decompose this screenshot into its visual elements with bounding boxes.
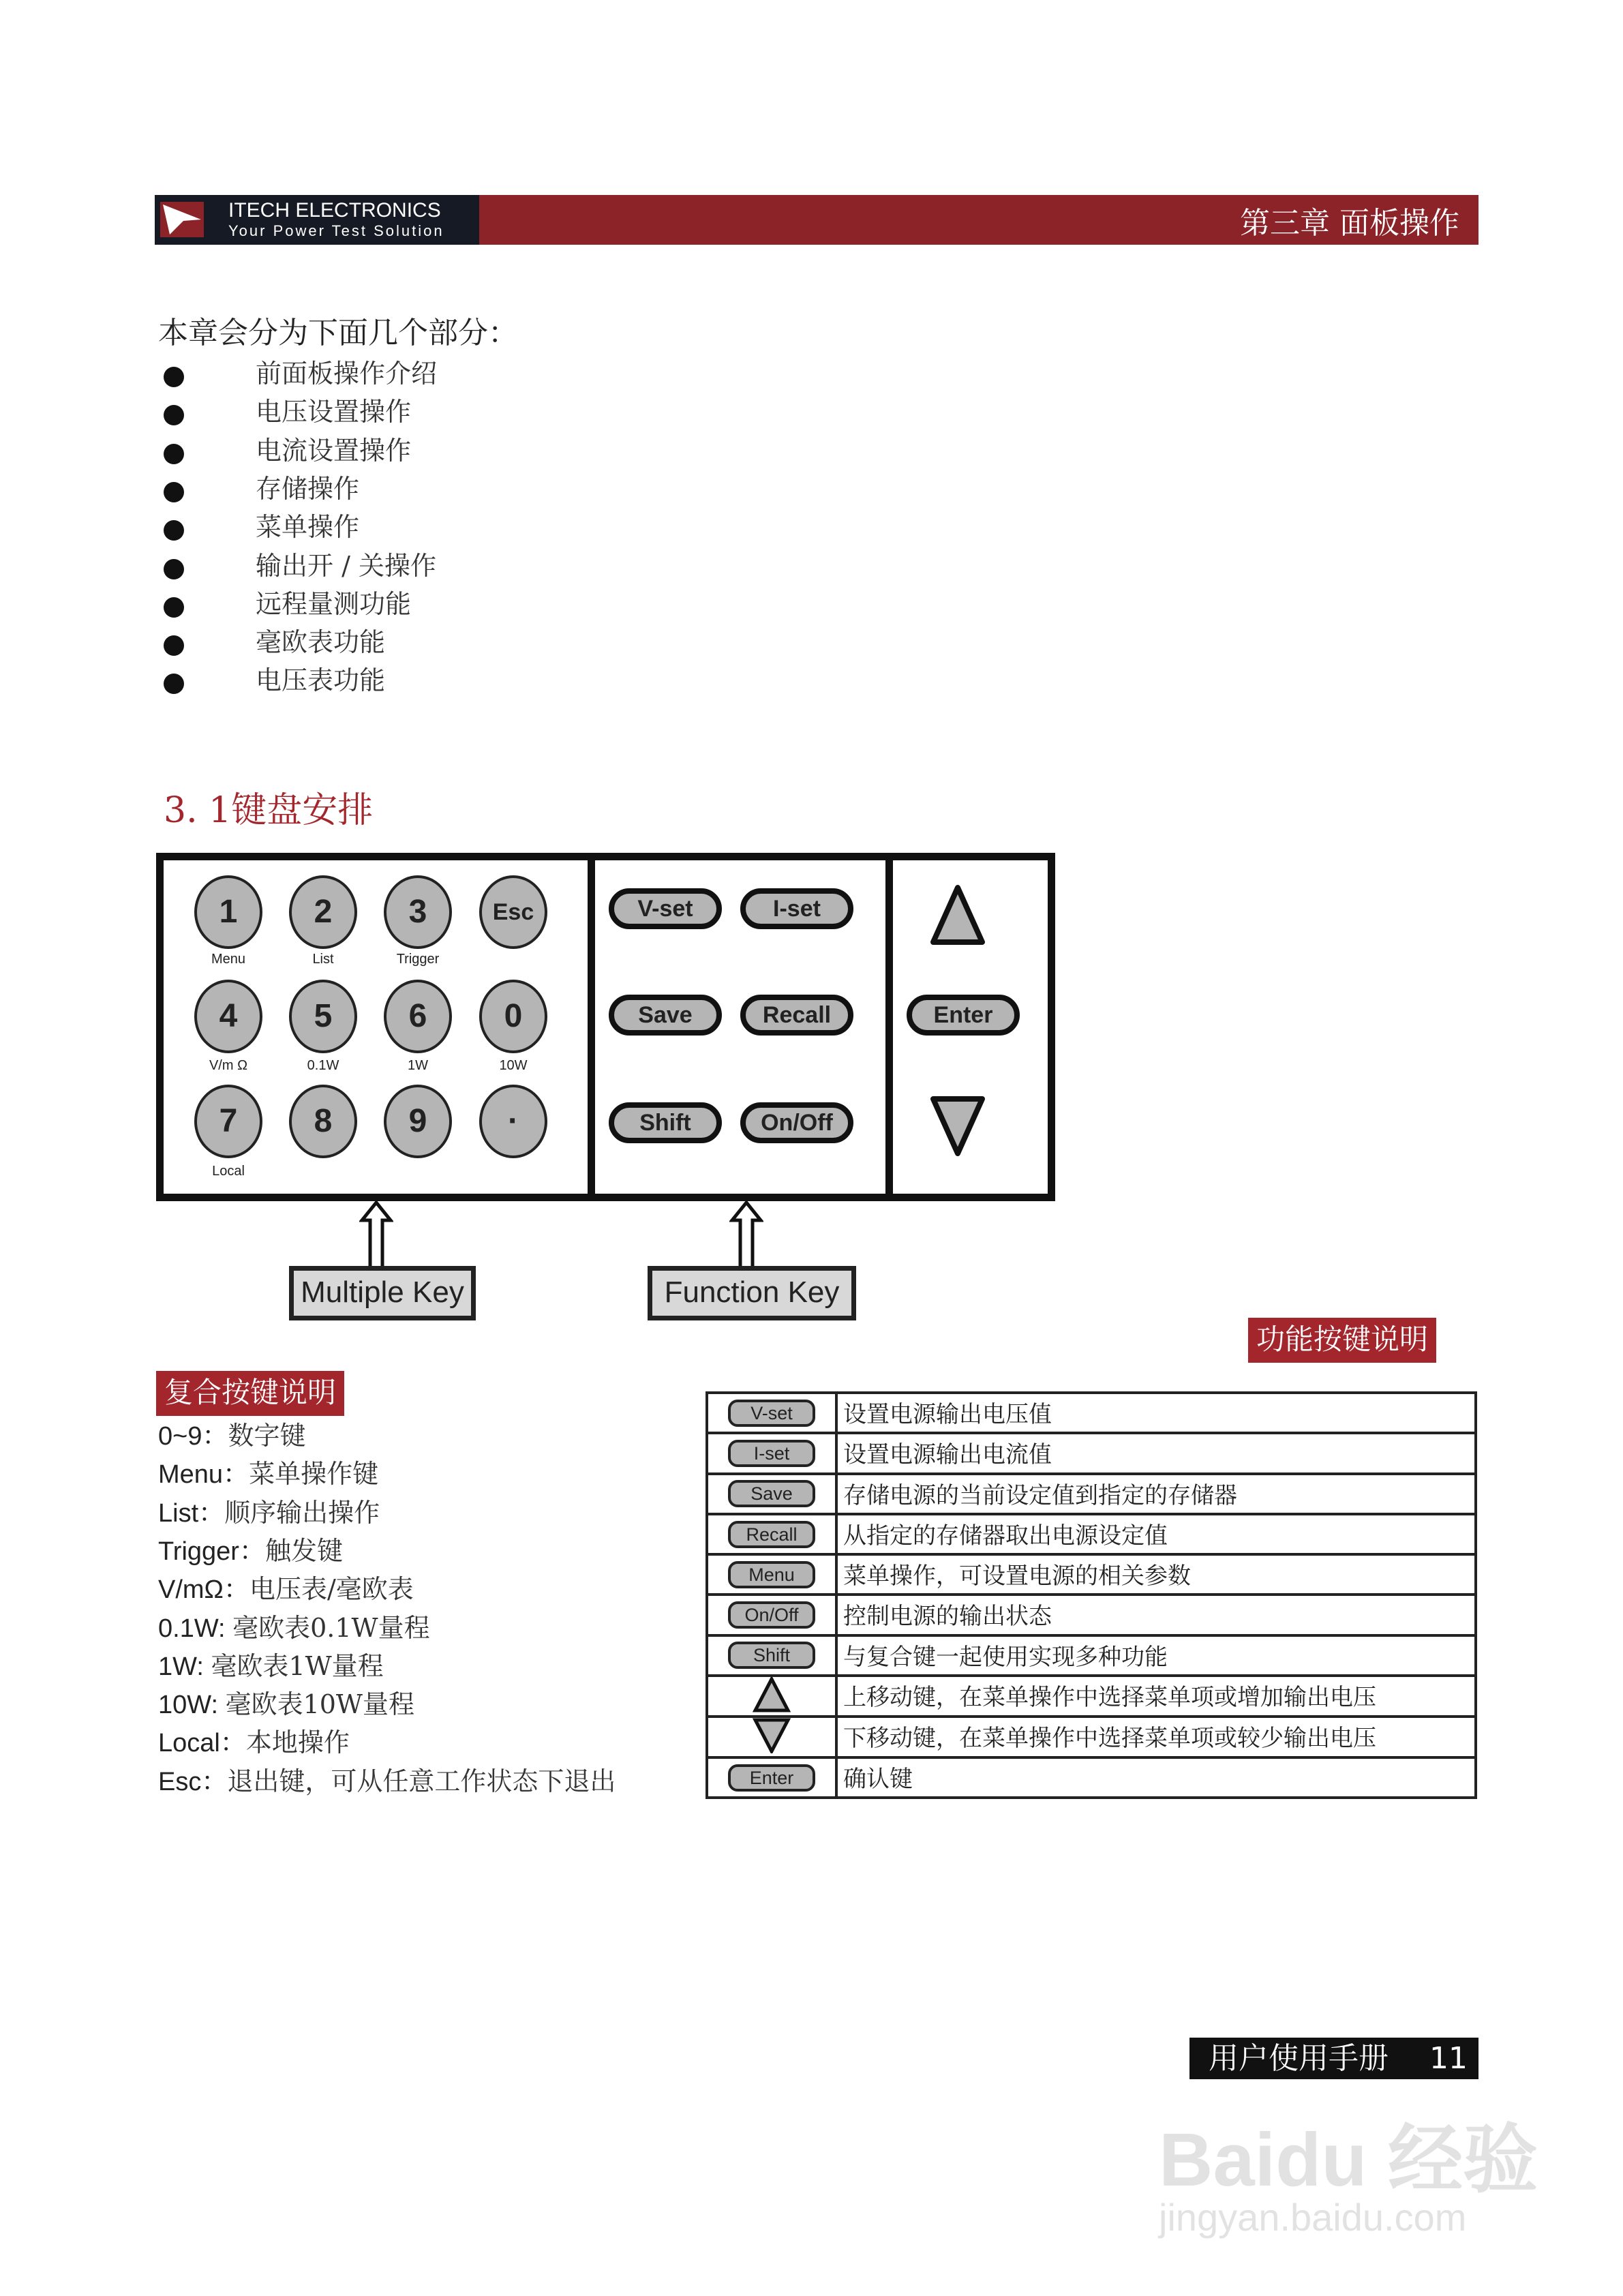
key-shift[interactable]: Shift xyxy=(609,1102,722,1143)
key-badge: I-set xyxy=(728,1440,815,1467)
key-name: List： xyxy=(158,1498,225,1528)
key-name: 1W: xyxy=(158,1652,211,1681)
key-badge: Menu xyxy=(728,1561,815,1588)
key-sublabel: 10W xyxy=(499,1058,528,1073)
key-description: 设置电源输出电流值 xyxy=(836,1433,1476,1473)
key-sublabel: List xyxy=(312,952,334,967)
up-arrow-icon xyxy=(359,1201,393,1269)
key-on-off[interactable]: On/Off xyxy=(740,1102,853,1143)
key-name: Esc： xyxy=(158,1767,228,1796)
key-cell xyxy=(707,1433,836,1473)
list-item-text: 电压设置操作 xyxy=(256,397,412,427)
table-row xyxy=(707,1676,1476,1717)
key-cell xyxy=(707,1635,836,1676)
function-key-label: Function Key xyxy=(648,1266,856,1320)
brand-slogan: Your Power Test Solution xyxy=(228,222,444,239)
key-1[interactable]: 1 xyxy=(194,875,262,949)
key-description: 毫欧表1W量程 xyxy=(211,1650,384,1681)
key-cell xyxy=(707,1717,836,1757)
key-i-set[interactable]: I-set xyxy=(740,888,853,929)
key-5[interactable]: 5 xyxy=(289,980,357,1053)
key-description: 顺序输出操作 xyxy=(224,1497,380,1528)
key-recall[interactable]: Recall xyxy=(740,995,853,1036)
list-item-text: 电流设置操作 xyxy=(256,435,412,466)
key-dot[interactable]: · xyxy=(479,1085,547,1158)
key-cell xyxy=(707,1514,836,1554)
bullet-icon xyxy=(164,482,184,502)
section-title: 3. 1键盘安排 xyxy=(164,790,374,831)
table-row xyxy=(707,1717,1476,1757)
list-item-text: 电压表功能 xyxy=(256,665,386,696)
logo-arrow-icon xyxy=(160,202,204,237)
manual-name: 用户使用手册 xyxy=(1209,2041,1389,2076)
key-description: 毫欧表0.1W量程 xyxy=(232,1612,430,1643)
up-arrow-icon xyxy=(729,1201,763,1269)
bullet-icon xyxy=(164,520,184,541)
key-name: 10W: xyxy=(158,1691,226,1720)
table-row xyxy=(707,1757,1476,1798)
key-sublabel: 1W xyxy=(408,1058,428,1073)
list-item xyxy=(158,1532,343,1570)
key-cell xyxy=(707,1393,836,1433)
list-item-text: 菜单操作 xyxy=(256,512,360,543)
key-description: 退出键，可从任意工作状态下退出 xyxy=(227,1766,616,1796)
key-description: 菜单操作键 xyxy=(249,1459,379,1490)
key-7[interactable]: 7 xyxy=(194,1085,262,1158)
key-description: 与复合键一起使用实现多种功能 xyxy=(836,1635,1476,1676)
keypad-divider xyxy=(885,860,893,1194)
watermark: Baidu 经验 xyxy=(1159,2118,1538,2202)
key-badge: Save xyxy=(728,1480,815,1507)
bullet-icon xyxy=(164,597,184,618)
page-number: 11 xyxy=(1429,2041,1468,2076)
multiple-key-label: Multiple Key xyxy=(289,1266,476,1320)
key-badge: Shift xyxy=(728,1642,815,1669)
key-name: Menu： xyxy=(158,1460,249,1490)
list-item xyxy=(158,1762,616,1800)
key-cell xyxy=(707,1676,836,1717)
key-description: 电压表/毫欧表 xyxy=(249,1574,414,1605)
key-name: Local： xyxy=(158,1729,246,1758)
list-item-text: 存储操作 xyxy=(256,473,360,504)
table-row xyxy=(707,1393,1476,1433)
table-row xyxy=(707,1595,1476,1635)
key-8[interactable]: 8 xyxy=(289,1085,357,1158)
key-4[interactable]: 4 xyxy=(194,980,262,1053)
table-row xyxy=(707,1514,1476,1554)
key-description: 确认键 xyxy=(836,1757,1476,1798)
bullet-icon xyxy=(164,635,184,656)
key-sublabel: Menu xyxy=(211,952,246,967)
key-description: 菜单操作，可设置电源的相关参数 xyxy=(836,1554,1476,1595)
list-item-text: 毫欧表功能 xyxy=(256,627,386,658)
key-description: 数字键 xyxy=(228,1421,306,1451)
list-item xyxy=(158,1609,430,1647)
bullet-icon xyxy=(164,367,184,387)
chapter-title: 第三章 面板操作 xyxy=(1240,206,1459,241)
down-triangle-icon xyxy=(929,1095,986,1158)
key-badge: V-set xyxy=(728,1400,815,1427)
table-row xyxy=(707,1554,1476,1595)
bullet-icon xyxy=(164,559,184,579)
function-desc-title: 功能按键说明 xyxy=(1248,1318,1436,1363)
list-item-text: 远程量测功能 xyxy=(256,588,412,619)
footer-label xyxy=(1189,2038,1478,2079)
key-sublabel: Local xyxy=(212,1164,245,1179)
list-item xyxy=(158,1455,378,1493)
table-row xyxy=(707,1433,1476,1473)
key-description: 触发键 xyxy=(264,1535,343,1566)
key-esc[interactable]: Esc xyxy=(479,875,547,949)
key-2[interactable]: 2 xyxy=(289,875,357,949)
key-description: 毫欧表10W量程 xyxy=(225,1689,414,1720)
bullet-icon xyxy=(164,674,184,694)
list-item xyxy=(158,1494,380,1532)
key-badge: On/Off xyxy=(728,1601,815,1629)
key-description: 存储电源的当前设定值到指定的存储器 xyxy=(836,1474,1476,1514)
list-item xyxy=(158,1685,414,1723)
key-name: Trigger： xyxy=(158,1537,265,1566)
key-name: 0.1W: xyxy=(158,1614,233,1643)
key-cell xyxy=(707,1554,836,1595)
key-sublabel: 0.1W xyxy=(307,1058,339,1073)
key-name: V/mΩ： xyxy=(158,1575,249,1605)
bullet-icon xyxy=(164,444,184,464)
table-row xyxy=(707,1474,1476,1514)
key-description: 本地操作 xyxy=(245,1727,350,1758)
up-triangle-icon xyxy=(753,1677,791,1712)
key-description: 下移动键，在菜单操作中选择菜单项或较少输出电压 xyxy=(836,1717,1476,1757)
watermark-url: jingyan.baidu.com xyxy=(1159,2196,1467,2239)
key-0[interactable]: 0 xyxy=(479,980,547,1053)
key-save[interactable]: Save xyxy=(609,995,722,1036)
brand-logo xyxy=(155,195,479,245)
key-description: 设置电源输出电压值 xyxy=(836,1393,1476,1433)
bullet-icon xyxy=(164,405,184,425)
keypad-divider xyxy=(588,860,595,1194)
key-description: 控制电源的输出状态 xyxy=(836,1595,1476,1635)
key-6[interactable]: 6 xyxy=(384,980,452,1053)
key-description: 上移动键，在菜单操作中选择菜单项或增加输出电压 xyxy=(836,1676,1476,1717)
down-triangle-icon xyxy=(753,1718,791,1753)
table-row xyxy=(707,1635,1476,1676)
key-name: 0~9： xyxy=(158,1422,228,1451)
key-cell xyxy=(707,1757,836,1798)
key-badge: Enter xyxy=(728,1764,815,1792)
key-description: 从指定的存储器取出电源设定值 xyxy=(836,1514,1476,1554)
key-cell xyxy=(707,1595,836,1635)
list-item xyxy=(158,1647,384,1685)
intro-heading: 本章会分为下面几个部分： xyxy=(158,316,518,350)
key-3[interactable]: 3 xyxy=(384,875,452,949)
list-item xyxy=(158,1570,414,1608)
list-item xyxy=(158,1723,350,1762)
function-key-table xyxy=(706,1391,1477,1799)
list-item-text: 输出开 / 关操作 xyxy=(256,550,436,581)
up-triangle-icon xyxy=(929,883,986,946)
list-item-text: 前面板操作介绍 xyxy=(256,359,438,389)
list-item xyxy=(158,1417,305,1455)
key-9[interactable]: 9 xyxy=(384,1085,452,1158)
key-v-set[interactable]: V-set xyxy=(609,888,722,929)
key-cell xyxy=(707,1474,836,1514)
key-sublabel: V/m Ω xyxy=(209,1058,248,1073)
brand-name: ITECH ELECTRONICS xyxy=(228,199,441,222)
key-enter[interactable]: Enter xyxy=(907,995,1020,1036)
key-sublabel: Trigger xyxy=(396,952,440,967)
key-badge: Recall xyxy=(728,1521,815,1548)
multiple-desc-title: 复合按键说明 xyxy=(156,1371,344,1416)
